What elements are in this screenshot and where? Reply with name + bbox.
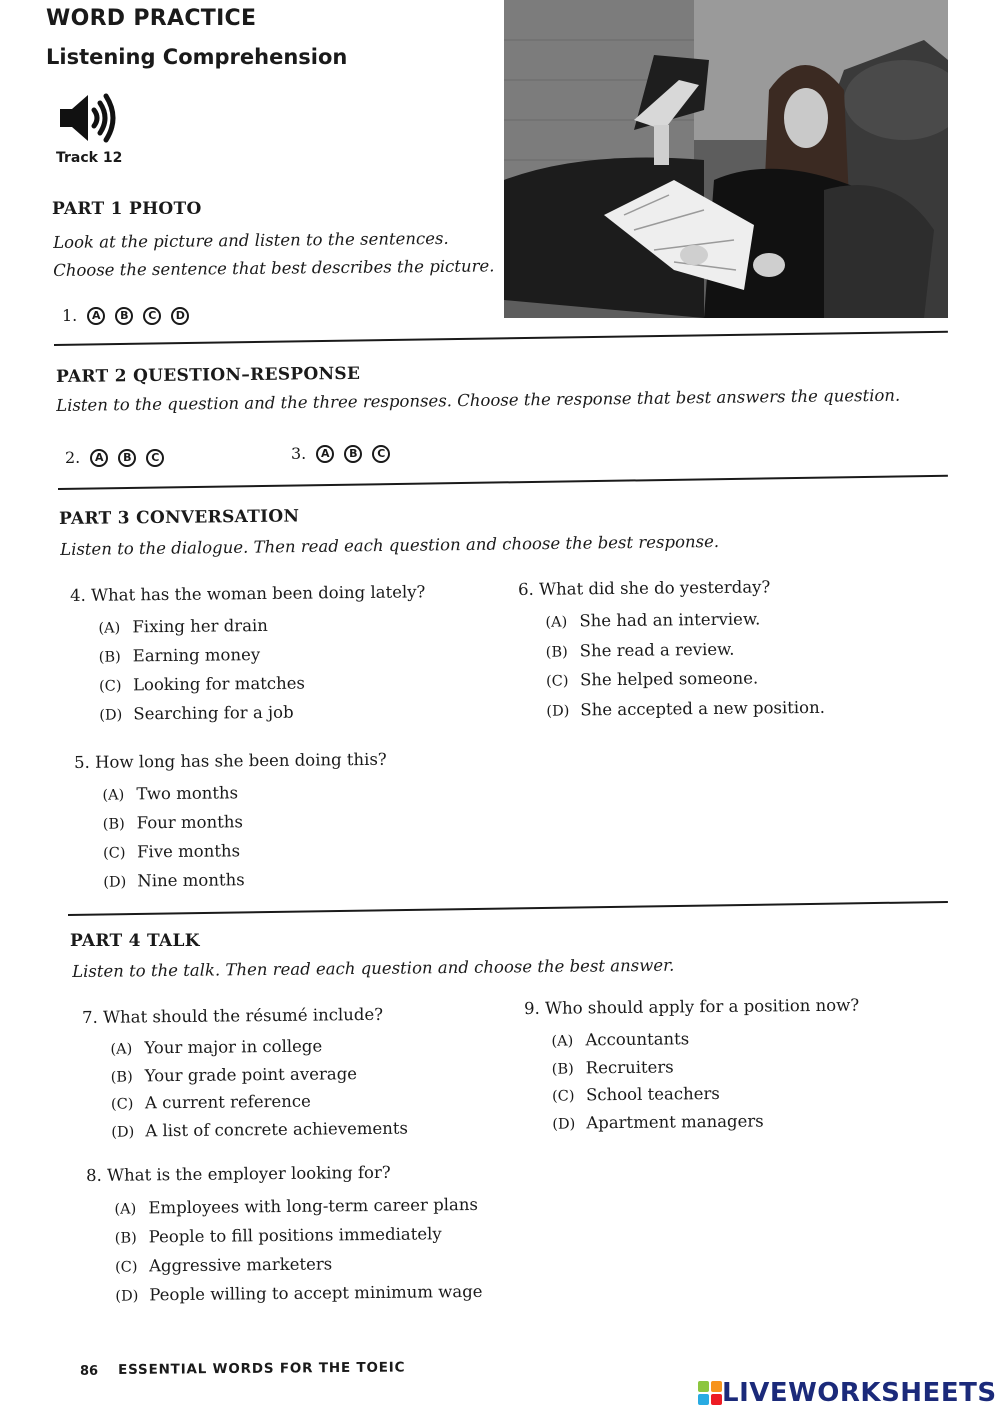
option-b[interactable]: (B) People to fill positions immediately — [114, 1224, 442, 1247]
liveworksheets-brand-text: LIVEWORKSHEETS — [722, 1378, 997, 1408]
option-c[interactable]: (C) Looking for matches — [98, 673, 306, 695]
answer-bubble-c[interactable]: C — [146, 449, 164, 467]
answer-bubble-d[interactable]: D — [171, 307, 189, 325]
option-a[interactable]: (A) Two months — [102, 783, 239, 804]
answer-bubble-b[interactable]: B — [118, 449, 136, 467]
answer-bubble-a[interactable]: A — [90, 449, 108, 467]
question-block-4 — [70, 582, 427, 730]
page-number: 86 — [80, 1364, 99, 1379]
divider — [68, 901, 948, 916]
question-block-8 — [86, 1162, 483, 1311]
option-a[interactable]: (A) Employees with long-term career plans — [114, 1194, 479, 1218]
page-title: WORD PRACTICE — [46, 6, 257, 31]
track-label: Track 12 — [56, 150, 123, 166]
book-title: ESSENTIAL WORDS FOR THE TOEIC — [118, 1359, 406, 1378]
option-d[interactable]: (D) Searching for a job — [99, 702, 294, 724]
option-b[interactable]: (B) She read a review. — [545, 639, 735, 661]
option-d[interactable]: (D) People willing to accept minimum wage — [115, 1281, 483, 1305]
question-text: 5. How long has she been doing this? — [74, 749, 387, 772]
part2-instruction: Listen to the question and the three responses. Choose the response that best answers the question. — [56, 385, 901, 415]
option-c[interactable]: (C) Five months — [102, 841, 241, 862]
question-text: 4. What has the woman been doing lately? — [70, 582, 426, 605]
liveworksheets-logo-icon — [698, 1381, 722, 1405]
part1-heading: PART 1 PHOTO — [52, 199, 202, 219]
question-block-6 — [518, 577, 825, 726]
option-b[interactable]: (B) Your grade point average — [110, 1063, 358, 1086]
option-a[interactable]: (A) Your major in college — [110, 1036, 323, 1058]
part1-instruction-1: Look at the picture and listen to the sentences. — [53, 228, 449, 252]
option-d[interactable]: (D) Nine months — [103, 870, 245, 891]
part2-heading: PART 2 QUESTION–RESPONSE — [56, 363, 361, 387]
part3-instruction: Listen to the dialogue. Then read each question and choose the best response. — [60, 531, 720, 559]
answer-row-q1 — [62, 306, 189, 325]
question-text: 6. What did she do yesterday? — [518, 577, 771, 599]
question-block-5 — [74, 750, 388, 897]
option-c[interactable]: (C) A current reference — [110, 1091, 311, 1113]
question-number: 3. — [291, 444, 307, 463]
answer-row-q3 — [291, 444, 390, 463]
part1-instruction-2: Choose the sentence that best describes the picture. — [53, 256, 495, 280]
question-block-9 — [524, 995, 860, 1138]
option-d[interactable]: (D) She accepted a new position. — [546, 697, 826, 720]
part3-heading: PART 3 CONVERSATION — [59, 506, 300, 529]
answer-bubble-b[interactable]: B — [344, 445, 362, 463]
option-b[interactable]: (B) Recruiters — [551, 1056, 674, 1078]
answer-row-q2 — [65, 448, 164, 467]
option-c[interactable]: (C) Aggressive marketers — [114, 1254, 333, 1276]
divider — [54, 331, 948, 346]
option-a[interactable]: (A) Accountants — [551, 1029, 690, 1050]
question-block-7 — [82, 1005, 408, 1146]
divider — [58, 475, 948, 490]
question-number: 2. — [65, 448, 81, 467]
question-text: 8. What is the employer looking for? — [86, 1162, 391, 1185]
answer-bubble-a[interactable]: A — [316, 445, 334, 463]
option-c[interactable]: (C) School teachers — [551, 1083, 720, 1105]
question-text: 9. Who should apply for a position now? — [524, 995, 860, 1018]
option-d[interactable]: (D) Apartment managers — [552, 1110, 764, 1133]
answer-bubble-c[interactable]: C — [143, 307, 161, 325]
photo-woman-reading-newspaper — [504, 0, 948, 318]
liveworksheets-watermark[interactable] — [698, 1378, 997, 1408]
option-c[interactable]: (C) She helped someone. — [545, 668, 759, 690]
answer-bubble-c[interactable]: C — [372, 445, 390, 463]
question-number: 1. — [62, 306, 78, 325]
answer-bubble-a[interactable]: A — [87, 307, 105, 325]
option-a[interactable]: (A) Fixing her drain — [98, 615, 268, 637]
speaker-icon[interactable] — [58, 90, 120, 150]
section-subtitle: Listening Comprehension — [46, 45, 348, 69]
option-b[interactable]: (B) Earning money — [98, 645, 261, 666]
option-a[interactable]: (A) She had an interview. — [545, 609, 761, 631]
option-d[interactable]: (D) A list of concrete achievements — [111, 1118, 409, 1141]
part4-heading: PART 4 TALK — [70, 931, 200, 951]
answer-bubble-b[interactable]: B — [115, 307, 133, 325]
question-text: 7. What should the résumé include? — [82, 1004, 384, 1027]
option-b[interactable]: (B) Four months — [102, 812, 244, 833]
part4-instruction: Listen to the talk. Then read each question and choose the best answer. — [72, 955, 675, 981]
